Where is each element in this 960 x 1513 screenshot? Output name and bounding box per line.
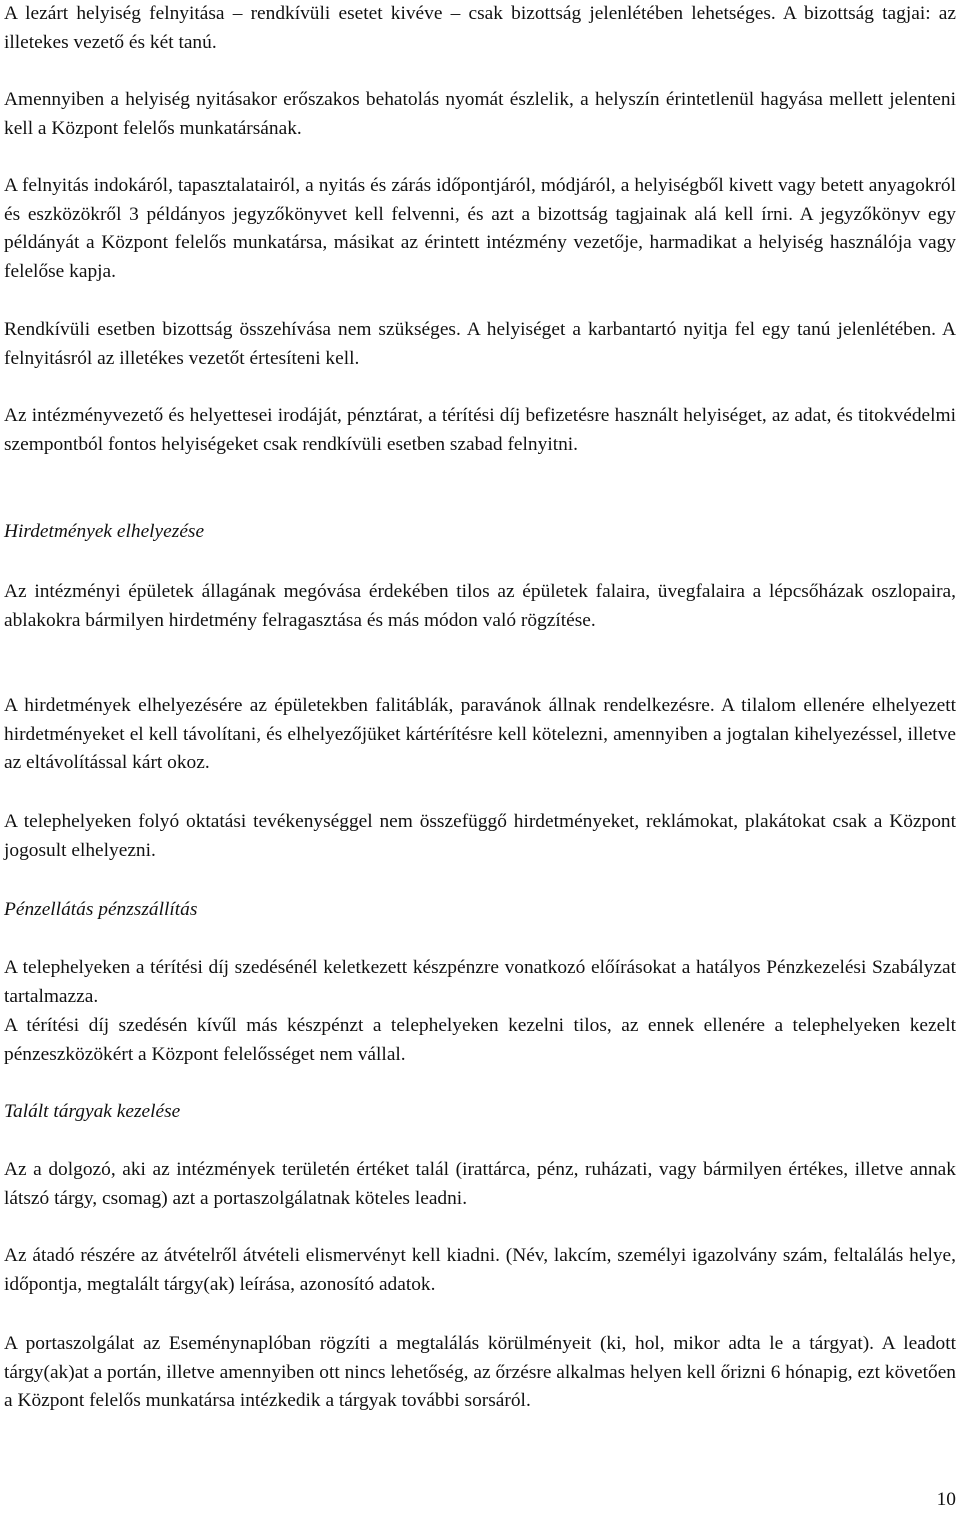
paragraph-opening-report: A felnyitás indokáról, tapasztalatairól, a nyitás és zárás időpontjáról, módjáról, a helyiségből kivett vagy betett anyagokról és eszközökről 3 példányos jegyzőkönyvet kell felvenni, és azt a bizottság tagjainak alá kell írni. A jegyzőkönyv egy példányát a Központ felelős munkatársa, másikat az érintett intézmény vezetője, harmadikat a helyiség használója vagy felelőse kapja.	[4, 175, 956, 282]
paragraph-notice-boards: A hirdetmények elhelyezésére az épületekben falitáblák, paravánok állnak rendelkezésre. A tilalom ellenére elhelyezett hirdetményeket el kell távolítani, és elhelyezőjüket kártérítésre kell kötelezni, amennyiben a jogtalan kihelyezéssel, illetve az eltávolítással kárt okoz.	[4, 695, 956, 774]
paragraph-cash-rules: A telephelyeken a térítési díj szedésénél keletkezett készpénzre vonatkozó előírásokat a hatályos Pénzkezelési Szabályzat tartalmazza.	[4, 957, 956, 1007]
page-number: 10	[936, 1489, 956, 1510]
heading-notices: Hirdetmények elhelyezése	[4, 521, 205, 542]
paragraph-notice-ban: Az intézményi épületek állagának megóvása érdekében tilos az épületek falaira, üvegfalaira a lépcsőházak oszlopaira, ablakokra bármilyen hirdetmény felragasztása és más módon való rögzítése.	[4, 581, 956, 631]
paragraph-emergency-opening: Rendkívüli esetben bizottság összehívása nem szükséges. A helyiséget a karbantartó nyitja fel egy tanú jelenlétében. A felnyitásról az illetékes vezetőt értesíteni kell.	[4, 319, 956, 369]
paragraph-room-opening: A lezárt helyiség felnyitása – rendkívüli esetet kivéve – csak bizottság jelenlétében lehetséges. A bizottság tagjai: az illetekes vezető és két tanú.	[4, 3, 956, 53]
heading-lost-and-found: Talált tárgyak kezelése	[4, 1101, 181, 1122]
heading-cash-handling: Pénzellátás pénzszállítás	[4, 899, 198, 920]
paragraph-receipt: Az átadó részére az átvételről átvételi elismervényt kell kiadni. (Név, lakcím, személyi igazolvány szám, feltalálás helye, időpontja, megtalált tárgy(ak) leírása, azonosító adatok.	[4, 1245, 956, 1295]
paragraph-restricted-rooms: Az intézményvezető és helyettesei irodáját, pénztárat, a térítési díj befizetésre használt helyiséget, az adat, és titokvédelmi szempontból fontos helyiségeket csak rendkívüli esetben szabad felnyitni.	[4, 405, 956, 455]
paragraph-advertising: A telephelyeken folyó oktatási tevékenységgel nem összefüggő hirdetményeket, reklámokat, plakátokat csak a Központ jogosult elhelyezni.	[4, 811, 956, 861]
paragraph-found-items: Az a dolgozó, aki az intézmények területén értéket talál (irattárca, pénz, ruházati, vagy bármilyen értékes, illetve annak látszó tárgy, csomag) azt a portaszolgálatnak köteles leadni.	[4, 1159, 956, 1209]
paragraph-forced-entry: Amennyiben a helyiség nyitásakor erőszakos behatolás nyomát észlelik, a helyszín érintetlenül hagyása mellett jelenteni kell a Központ felelős munkatársának.	[4, 89, 956, 139]
paragraph-event-log: A portaszolgálat az Eseménynaplóban rögzíti a megtalálás körülményeit (ki, hol, mikor adta le a tárgyat). A leadott tárgy(ak)at a portán, illetve amennyiben ott nincs lehetőség, az őrzésre alkalmas helyen kell őrizni 6 hónapig, ezt követően a Központ felelős munkatársa intézkedik a tárgyak további sorsáról.	[4, 1333, 956, 1412]
paragraph-cash-liability: A térítési díj szedésén kívűl más készpénzt a telephelyeken kezelni tilos, az ennek ellenére a telephelyeken kezelt pénzeszközökért a Központ felelősséget nem vállal.	[4, 1015, 956, 1065]
